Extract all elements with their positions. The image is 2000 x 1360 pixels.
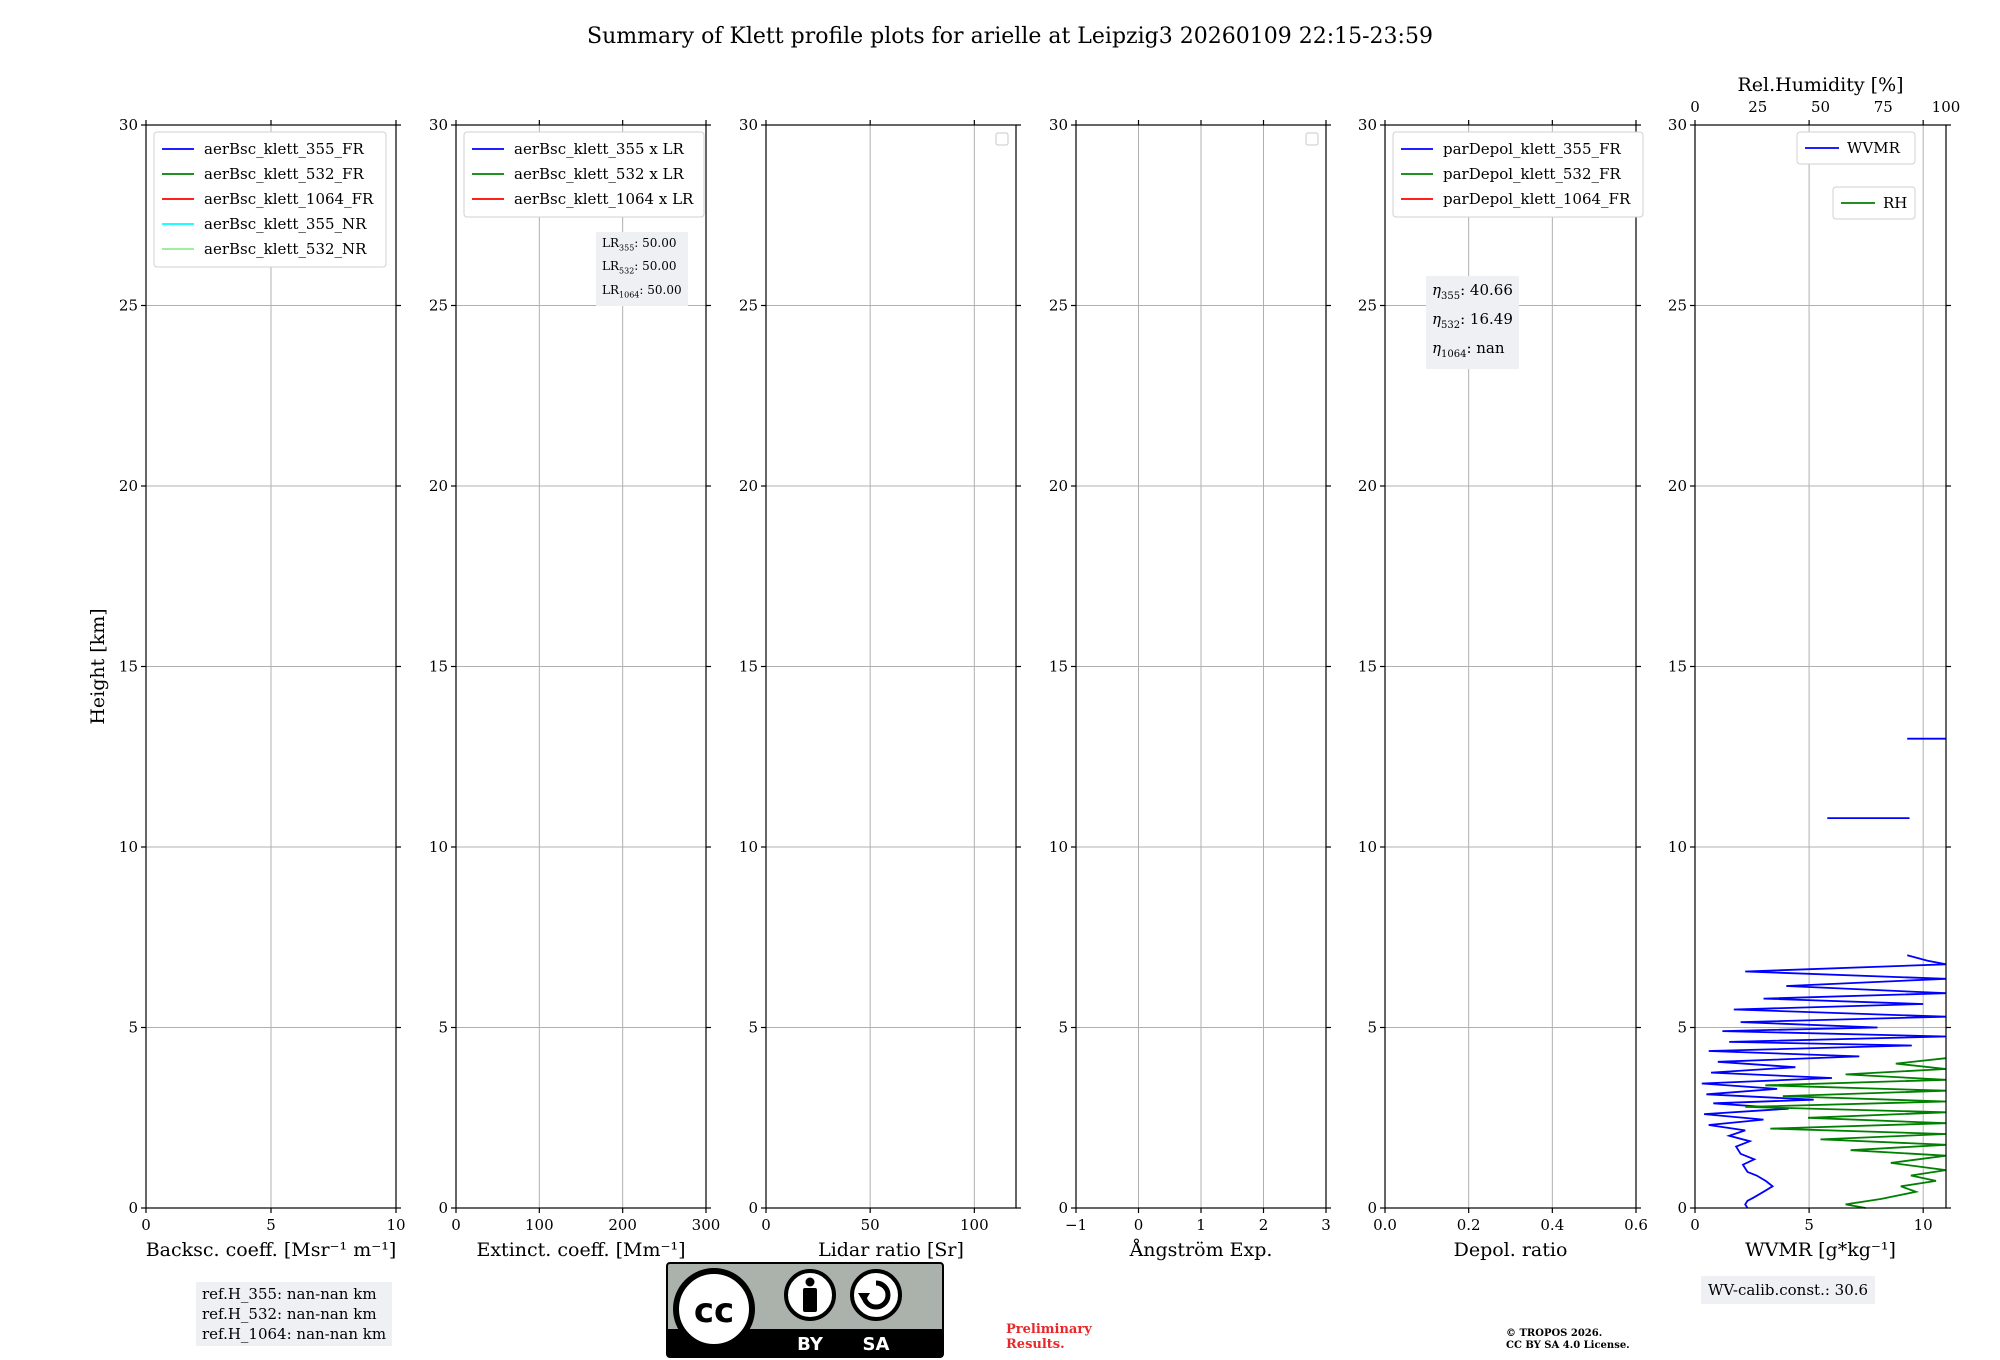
eta-532-line: $\eta_{532}$: 16.49	[1432, 310, 1513, 331]
x-tick-label: 10	[386, 1216, 406, 1234]
x-tick-label: 0	[1133, 1216, 1144, 1234]
y-tick-label: 15	[1667, 657, 1687, 676]
x-axis-label: Depol. ratio	[1453, 1239, 1568, 1261]
legend-depol	[1393, 132, 1643, 217]
panel-wvmr	[1668, 74, 1960, 1261]
y-tick-label: 0	[1058, 1199, 1068, 1217]
y-tick-label: 25	[1667, 296, 1687, 315]
x-tick-label: 0.4	[1540, 1216, 1565, 1234]
legend-label: RH	[1883, 194, 1908, 212]
x-tick-label: 5	[1804, 1216, 1814, 1234]
y-tick-label: 10	[1357, 838, 1377, 856]
y-tick-label: 30	[738, 116, 758, 134]
y-tick-label: 20	[428, 477, 448, 495]
y-tick-label: 25	[738, 296, 758, 315]
x-axis-label: Lidar ratio [Sr]	[818, 1239, 964, 1261]
legend-RH	[1833, 187, 1915, 219]
legend-label: aerBsc_klett_532_NR	[204, 240, 367, 258]
y-tick-label: 0	[438, 1199, 448, 1217]
x-tick-label: 0	[141, 1216, 151, 1234]
figure-title: Summary of Klett profile plots for arielle at Leipzig3 20260109 22:15-23:59	[587, 24, 1433, 49]
by-person-body	[803, 1288, 817, 1312]
x2-tick-label: 25	[1748, 98, 1768, 116]
y-tick-label: 10	[428, 838, 448, 856]
legend-label: aerBsc_klett_1064 x LR	[514, 190, 694, 208]
x-tick-label: 5	[266, 1216, 276, 1234]
y-tick-label: 30	[118, 116, 138, 134]
y-tick-label: 10	[1048, 838, 1068, 856]
panel-angstrom	[1049, 116, 1331, 1261]
x-axis-label: Extinct. coeff. [Mm⁻¹]	[476, 1239, 686, 1261]
badge-sa-label: SA	[862, 1334, 890, 1355]
x-tick-label: 2	[1258, 1216, 1269, 1234]
legend-label: aerBsc_klett_1064_FR	[204, 190, 374, 208]
x2-tick-label: 50	[1810, 98, 1831, 116]
x2-axis-label: Rel.Humidity [%]	[1737, 74, 1904, 96]
wv-calib-text: WV-calib.const.: 30.6	[1708, 1281, 1869, 1299]
x-axis-label: Ångström Exp.	[1129, 1239, 1273, 1261]
lr-355-line: $LR_{355}$: 50.00	[602, 236, 677, 253]
legend-label: aerBsc_klett_355 x LR	[514, 140, 684, 158]
y-tick-label: 10	[738, 838, 758, 856]
x2-tick-label: 100	[1931, 98, 1961, 116]
copyright-note	[1506, 1328, 1630, 1352]
y-tick-label: 30	[1357, 116, 1377, 134]
y-tick-label: 5	[1367, 1018, 1377, 1037]
x-tick-label: 50	[860, 1216, 880, 1234]
y-tick-label: 25	[1048, 296, 1068, 315]
legend-label: parDepol_klett_1064_FR	[1443, 190, 1631, 208]
refh-532-line: ref.H_532: nan-nan km	[202, 1305, 377, 1323]
legend-label: aerBsc_klett_532_FR	[204, 165, 364, 183]
empty-legend-box	[996, 133, 1008, 145]
y-tick-label: 0	[1367, 1199, 1377, 1217]
x2-tick-label: 0	[1690, 98, 1700, 116]
y-tick-label: 5	[1058, 1018, 1068, 1037]
lidar-ratio-info-box	[596, 232, 688, 306]
legend-label: aerBsc_klett_532 x LR	[514, 165, 684, 183]
y-tick-label: 15	[1357, 657, 1377, 676]
x2-tick-label: 75	[1873, 98, 1893, 116]
y-tick-label: 5	[438, 1018, 448, 1037]
y-tick-label: 10	[1667, 838, 1687, 856]
x-tick-label: 0	[1690, 1216, 1700, 1234]
y-tick-label: 20	[1048, 477, 1068, 495]
legend-label: WVMR	[1847, 139, 1900, 157]
x-tick-label: 200	[608, 1216, 637, 1234]
lr-1064-line: $LR_{1064}$: 50.00	[602, 282, 682, 300]
y-tick-label: 30	[1048, 116, 1068, 134]
eta-355-line: $\eta_{355}$: 40.66	[1432, 281, 1513, 302]
preliminary-results-note	[1006, 1322, 1092, 1352]
x-tick-label: 3	[1321, 1216, 1331, 1234]
panel-lidar_ratio	[739, 116, 1021, 1261]
x-tick-label: 300	[691, 1216, 721, 1234]
refh-355-line: ref.H_355: nan-nan km	[202, 1285, 377, 1303]
y-tick-label: 15	[1048, 657, 1068, 676]
preliminary-line-1: Preliminary	[1006, 1322, 1092, 1337]
x-tick-label: 10	[1913, 1216, 1933, 1234]
y-tick-label: 20	[738, 477, 758, 495]
legend-backscatter	[154, 132, 386, 267]
x-axis-label: WVMR [g*kg⁻¹]	[1745, 1239, 1896, 1261]
y-tick-label: 0	[1677, 1199, 1687, 1217]
y-tick-label: 30	[1667, 116, 1687, 134]
panel-backscatter	[87, 116, 406, 1261]
x-tick-label: 0.2	[1456, 1216, 1481, 1234]
legend-label: aerBsc_klett_355_NR	[204, 215, 367, 233]
wv-calib-box	[1701, 1276, 1875, 1304]
x-tick-label: 0	[451, 1216, 461, 1234]
lr-532-line: $LR_{532}$: 50.00	[602, 259, 677, 276]
x-tick-label: 0.6	[1624, 1216, 1648, 1234]
copyright-line-2: CC BY SA 4.0 License.	[1506, 1340, 1630, 1351]
copyright-line-1: © TROPOS 2026.	[1506, 1328, 1603, 1339]
y-tick-label: 5	[128, 1018, 138, 1037]
x-tick-label: 0	[761, 1216, 771, 1234]
y-tick-label: 0	[128, 1199, 138, 1217]
legend-extinction	[464, 132, 704, 217]
y-axis-label: Height [km]	[87, 608, 109, 725]
cc-by-sa-badge	[666, 1262, 944, 1358]
y-tick-label: 5	[1677, 1018, 1687, 1037]
x-tick-label: 1	[1196, 1216, 1206, 1234]
y-tick-label: 5	[748, 1018, 758, 1037]
y-tick-label: 10	[118, 838, 138, 856]
by-person-head	[806, 1278, 815, 1287]
legend-label: parDepol_klett_355_FR	[1443, 140, 1621, 158]
y-tick-label: 30	[428, 116, 448, 134]
y-tick-label: 25	[118, 296, 138, 315]
legend-label: aerBsc_klett_355_FR	[204, 140, 364, 158]
legend-label: parDepol_klett_532_FR	[1443, 165, 1621, 183]
y-tick-label: 20	[118, 477, 138, 495]
eta-1064-line: $\eta_{1064}$: nan	[1432, 339, 1505, 360]
x-tick-label: 100	[960, 1216, 989, 1234]
cc-logo-text: cc	[693, 1291, 735, 1331]
legend-WVMR	[1797, 132, 1915, 164]
refh-1064-line: ref.H_1064: nan-nan km	[202, 1325, 387, 1343]
eta-info-box	[1426, 276, 1519, 369]
reference-height-box	[196, 1282, 392, 1346]
y-tick-label: 25	[428, 296, 448, 315]
y-tick-label: 25	[1357, 296, 1377, 315]
x-tick-label: 0.0	[1373, 1216, 1397, 1234]
y-tick-label: 15	[738, 657, 758, 676]
panels	[87, 74, 1960, 1261]
x-tick-label: −1	[1064, 1216, 1088, 1234]
y-tick-label: 15	[118, 657, 138, 676]
preliminary-line-2: Results.	[1006, 1337, 1065, 1352]
x-tick-label: 100	[525, 1216, 554, 1234]
badge-by-label: BY	[797, 1334, 823, 1355]
y-tick-label: 0	[748, 1199, 758, 1217]
y-tick-label: 20	[1357, 477, 1377, 495]
y-tick-label: 15	[428, 657, 448, 676]
y-tick-label: 20	[1667, 477, 1687, 495]
empty-legend-box	[1306, 133, 1318, 145]
x-axis-label: Backsc. coeff. [Msr⁻¹ m⁻¹]	[145, 1239, 397, 1261]
